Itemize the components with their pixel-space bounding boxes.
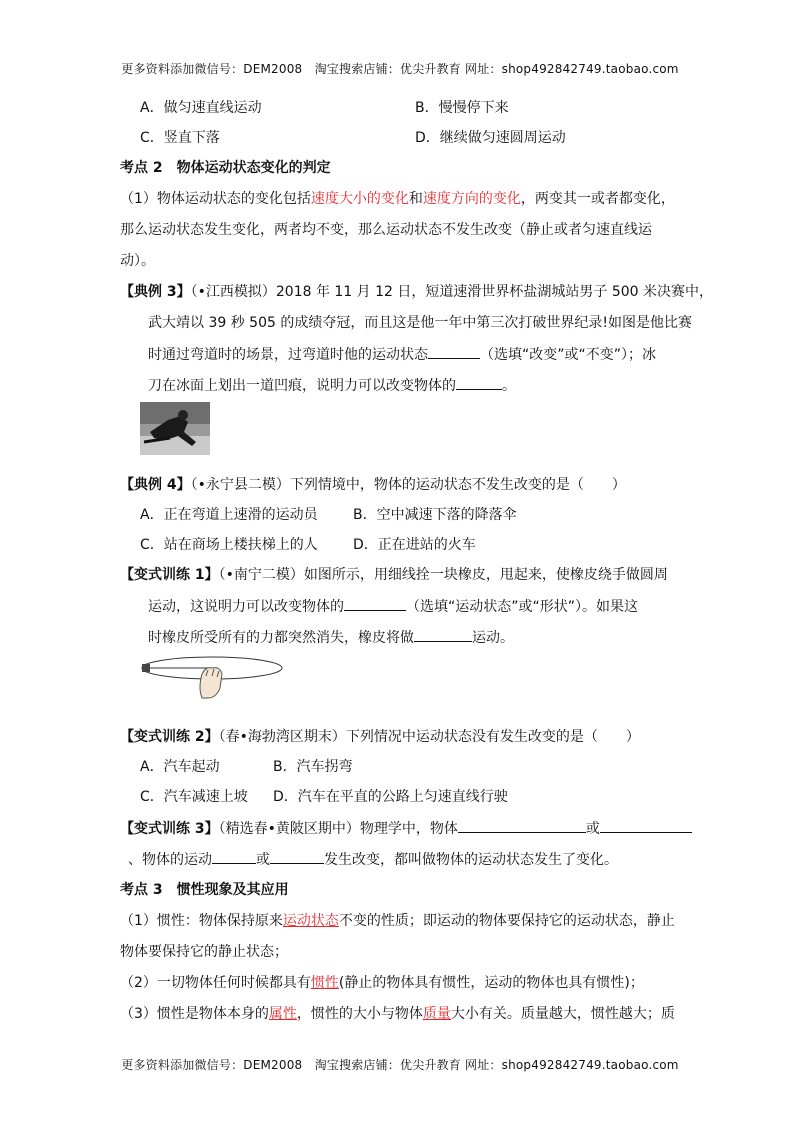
option-a: A．汽车起动 [140, 759, 220, 775]
option-c: C．站在商场上楼扶梯上的人 [140, 537, 318, 553]
example-3-line-1: 【典例 3】（•江西模拟）2018 年 11 月 12 日，短道速滑世界杯盐湖城站男子 500 米决赛中， [120, 284, 714, 300]
example-3-line-2: 武大靖以 39 秒 505 的成绩夺冠，而且这是他一年中第三次打破世界纪录!如图是他比赛 [148, 315, 692, 331]
highlight-inertia: 惯性 [310, 975, 339, 991]
page-footer: 更多资料添加微信号：DEM2008 淘宝搜索店铺：优尖升教育 网址：shop492842749.taobao.com [121, 1058, 679, 1072]
example-4-stem: 【典例 4】（•永宁县二模）下列情境中，物体的运动状态不发生改变的是（ ） [120, 477, 626, 493]
option-c: C．竖直下落 [140, 130, 220, 146]
training-3-line-2: 、物体的运动 或 发生改变，都叫做物体的运动状态发生了变化。 [128, 849, 618, 870]
training-2-tag: 【变式训练 2】 [120, 729, 219, 745]
answer-blank[interactable] [270, 849, 324, 864]
answer-blank[interactable] [600, 818, 692, 833]
highlight-property: 属性 [268, 1006, 297, 1022]
option-d: D．正在进站的火车 [353, 537, 476, 553]
answer-blank[interactable] [414, 627, 472, 642]
answer-blank[interactable] [456, 375, 502, 390]
highlight-motion-state: 运动状态 [282, 913, 339, 929]
highlight-speed-change: 速度大小的变化 [310, 191, 409, 207]
training-1-line-2: 运动，这说明力可以改变物体的 （选填“运动状态”或“形状”）。如果这 [148, 596, 638, 617]
answer-blank[interactable] [212, 849, 256, 864]
option-b: B．空中减速下落的降落伞 [353, 507, 517, 523]
answer-blank[interactable] [428, 344, 480, 359]
speed-skater-image [140, 402, 210, 455]
example-3-line-3: 时通过弯道时的场景，过弯道时他的运动状态 （选填“改变”或“不变”）；冰 [148, 344, 656, 365]
kp2-paragraph-1: （1）物体运动状态的变化包括速度大小的变化和速度方向的变化，两变其一或者都变化， [120, 191, 675, 207]
option-a: A．正在弯道上速滑的运动员 [140, 507, 318, 523]
kp3-paragraph-4: （3）惯性是物体本身的属性，惯性的大小与物体质量大小有关。质量越大，惯性越大；质 [120, 1006, 675, 1022]
kp2-paragraph-3: 动）。 [120, 253, 155, 269]
option-b: B．汽车拐弯 [273, 759, 353, 775]
option-a: A．做匀速直线运动 [140, 100, 262, 116]
example-3-line-4: 刀在冰面上划出一道凹痕，说明力可以改变物体的 。 [148, 375, 516, 396]
kp3-paragraph-2: 物体要保持它的静止状态； [120, 944, 288, 960]
option-d: D．汽车在平直的公路上匀速直线行驶 [273, 789, 508, 805]
answer-blank[interactable] [344, 596, 406, 611]
option-b: B．慢慢停下来 [415, 100, 509, 116]
highlight-direction-change: 速度方向的变化 [422, 191, 521, 207]
kp3-paragraph-3: （2）一切物体任何时候都具有惯性(静止的物体具有惯性，运动的物体也具有惯性)； [120, 975, 644, 991]
training-3-tag: 【变式训练 3】 [120, 821, 219, 837]
training-3-line-1: 【变式训练 3】（精选春•黄陂区期中）物理学中，物体 或 [120, 818, 692, 839]
highlight-mass: 质量 [422, 1006, 451, 1022]
section-title-kp2: 考点 2 物体运动状态变化的判定 [120, 160, 331, 176]
training-1-line-1: 【变式训练 1】（•南宁二模）如图所示，用细线拴一块橡皮，甩起来，使橡皮绕手做圆周 [120, 567, 668, 583]
answer-blank[interactable] [458, 818, 586, 833]
option-c: C．汽车减速上坡 [140, 789, 248, 805]
kp2-paragraph-2: 那么运动状态发生变化，两者均不变，那么运动状态不发生改变（静止或者匀速直线运 [120, 222, 652, 238]
training-1-line-3: 时橡皮所受所有的力都突然消失，橡皮将做 运动。 [148, 627, 514, 648]
example-4-tag: 【典例 4】 [120, 477, 191, 493]
eraser-circular-motion-image [140, 654, 285, 700]
page-header: 更多资料添加微信号：DEM2008 淘宝搜索店铺：优尖升教育 网址：shop492842749.taobao.com [121, 62, 679, 76]
option-d: D．继续做匀速圆周运动 [415, 130, 566, 146]
training-1-tag: 【变式训练 1】 [120, 567, 219, 583]
section-title-kp3: 考点 3 惯性现象及其应用 [120, 882, 289, 898]
kp3-paragraph-1: （1）惯性：物体保持原来运动状态不变的性质；即运动的物体要保持它的运动状态，静止 [120, 913, 675, 929]
training-2-stem: 【变式训练 2】（春•海勃湾区期末）下列情况中运动状态没有发生改变的是（ ） [120, 729, 640, 745]
example-3-tag: 【典例 3】 [120, 284, 191, 300]
